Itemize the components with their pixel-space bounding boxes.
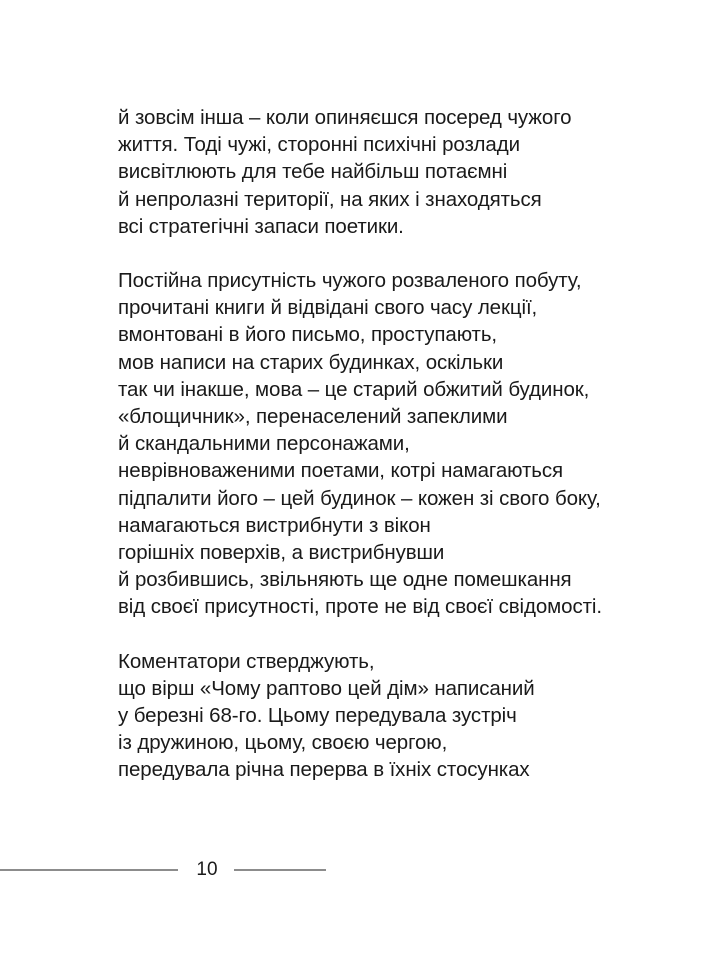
paragraph-1 bbox=[118, 104, 678, 240]
text-line: що вірш «Чому раптово цей дім» написаний bbox=[118, 676, 535, 700]
text-line: Коментатори стверджують, bbox=[118, 649, 375, 673]
text-line: Постійна присутність чужого розваленого побуту, bbox=[118, 269, 582, 293]
text-line: й скандальними персонажами, bbox=[118, 432, 410, 456]
paragraph-3 bbox=[118, 648, 678, 784]
text-line: мов написи на старих будинках, оскільки bbox=[118, 350, 504, 374]
text-line: горішніх поверхів, а вистрибнувши bbox=[118, 541, 445, 565]
text-line: із дружиною, цьому, своєю чергою, bbox=[118, 731, 448, 755]
text-line: передувала річна перерва в їхніх стосунках bbox=[118, 758, 530, 782]
text-line: й розбившись, звільняють ще одне помешкання bbox=[118, 568, 572, 592]
text-line: підпалити його – цей будинок – кожен зі свого боку, bbox=[118, 486, 601, 510]
page-body bbox=[118, 104, 678, 784]
text-line: й зовсім інша – коли опиняєшся посеред чужого bbox=[118, 106, 572, 129]
page-number: 10 bbox=[196, 859, 218, 880]
text-line: у березні 68-го. Цьому передувала зустріч bbox=[118, 704, 517, 728]
paragraph-2 bbox=[118, 267, 678, 621]
text-line: так чи інакше, мова – це старий обжитий будинок, bbox=[118, 377, 590, 401]
footer-rule-right bbox=[234, 869, 326, 871]
text-line: «блощичник», перенаселений запеклими bbox=[118, 405, 508, 429]
text-line: намагаються вистрибнути з вікон bbox=[118, 513, 431, 537]
text-line: прочитані книги й відвідані свого часу лекції, bbox=[118, 296, 538, 320]
text-line: неврівноваженими поетами, котрі намагаються bbox=[118, 459, 563, 483]
page-footer bbox=[0, 856, 709, 884]
text-line: вмонтовані в його письмо, проступають, bbox=[118, 323, 498, 347]
text-line: й непролазні території, на яких і знаходяться bbox=[118, 187, 542, 211]
text-line: всі стратегічні запаси поетики. bbox=[118, 214, 404, 238]
text-line: висвітлюють для тебе найбільш потаємні bbox=[118, 160, 508, 184]
text-line: життя. Тоді чужі, сторонні психічні розлади bbox=[118, 133, 520, 157]
text-line: від своєї присутності, проте не від своєї свідомості. bbox=[118, 595, 602, 619]
footer-rule-left bbox=[0, 869, 178, 871]
